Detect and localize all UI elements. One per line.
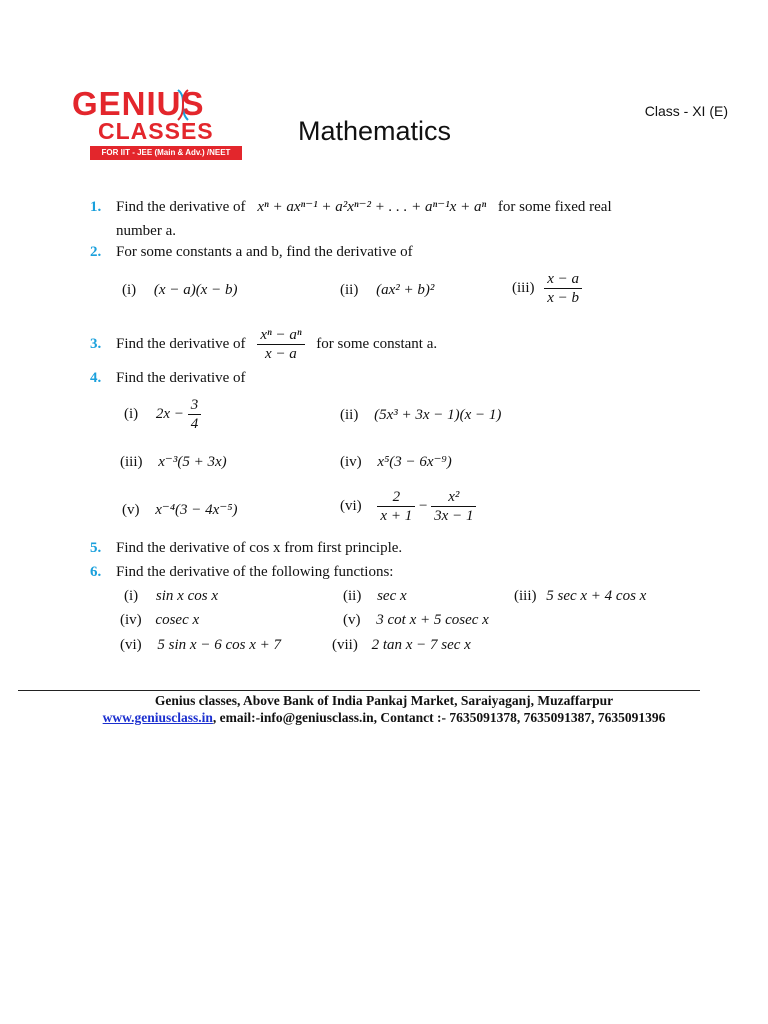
question-3 [90, 326, 437, 363]
option-4-iv [340, 452, 452, 471]
dna-icon [176, 88, 190, 122]
option-4-v [122, 500, 237, 519]
option-label: (iii) [512, 279, 535, 296]
option-label: (iii) [514, 588, 537, 604]
question-number: 3. [90, 335, 102, 352]
option-expression: x⁵(3 − 6x⁻⁹) [377, 454, 452, 470]
option-6-ii [343, 588, 407, 605]
fraction-numerator: x² [431, 488, 476, 507]
fraction-numerator: xⁿ − aⁿ [257, 326, 304, 345]
option-6-iv [120, 612, 199, 629]
question-text: Find the derivative of [116, 370, 246, 386]
option-label: (iv) [120, 612, 142, 628]
option-4-iii [120, 452, 227, 471]
footer-address: Genius classes, Above Bank of India Pankaj Market, Saraiyaganj, Muzaffarpur [154, 693, 614, 708]
question-text: Find the derivative of the following functions: [116, 564, 394, 580]
fraction-numerator: x − a [544, 270, 582, 289]
option-expression: cosec x [155, 612, 200, 628]
question-text: for some constant a. [316, 335, 438, 352]
option-label: (iii) [120, 454, 143, 470]
question-text: For some constants a and b, find the derivative of [116, 244, 413, 260]
option-label: (ii) [343, 588, 362, 604]
option-label: (v) [122, 502, 140, 518]
question-number: 4. [90, 370, 102, 386]
option-expression: 5 sin x − 6 cos x + 7 [157, 637, 281, 653]
option-expression: 2x − [155, 405, 184, 422]
option-expression: 2 tan x − 7 sec x [371, 637, 471, 653]
class-label: Class - XI (E) [644, 103, 728, 119]
option-label: (i) [124, 405, 139, 422]
option-expression: x⁻⁴(3 − 4x⁻⁵) [155, 502, 238, 518]
question-expression: xⁿ + axⁿ⁻¹ + a²xⁿ⁻² + . . . + aⁿ⁻¹x + aⁿ [257, 199, 487, 215]
option-expression: 5 sec x + 4 cos x [546, 588, 647, 604]
option-label: (i) [124, 588, 139, 604]
option-6-vii [332, 637, 471, 654]
question-5 [90, 537, 402, 559]
fraction-denominator: x − b [547, 290, 580, 306]
fraction-numerator: 2 [377, 488, 415, 507]
option-6-iii [514, 588, 646, 605]
question-1 [90, 196, 612, 218]
question-2 [90, 241, 413, 263]
fraction-denominator: x + 1 [380, 508, 413, 524]
option-expression: x⁻³(5 + 3x) [158, 454, 227, 470]
fraction-denominator: x − a [265, 346, 297, 362]
option-label: (vi) [120, 637, 142, 653]
question-number: 6. [90, 564, 102, 580]
option-4-i [124, 396, 201, 433]
question-number: 5. [90, 540, 102, 556]
option-expression: (5x³ + 3x − 1)(x − 1) [374, 407, 502, 423]
logo [72, 86, 244, 164]
question-text: Find the derivative of [116, 199, 246, 215]
option-expression: (x − a)(x − b) [153, 282, 238, 298]
fraction-denominator: 3x − 1 [434, 508, 474, 524]
question-number: 2. [90, 244, 102, 260]
website-link[interactable]: www.geniusclass.in [102, 710, 213, 725]
question-text: Find the derivative of cos x from first principle. [116, 540, 403, 556]
option-6-i [124, 588, 218, 605]
option-label: (ii) [340, 407, 359, 423]
footer-divider [18, 690, 700, 691]
option-6-v [343, 612, 489, 629]
option-expression: 3 cot x + 5 cosec x [376, 612, 489, 628]
option-label: (i) [122, 282, 137, 298]
option-expression: sin x cos x [155, 588, 218, 604]
question-4 [90, 367, 246, 389]
question-text: Find the derivative of [116, 335, 246, 352]
option-label: (vi) [340, 497, 362, 514]
question-number: 1. [90, 199, 102, 215]
page-title: Mathematics [298, 116, 452, 146]
question-6 [90, 561, 393, 583]
footer-contact [0, 710, 768, 726]
question-1-cont: number a. [116, 223, 176, 239]
option-4-ii [340, 407, 501, 424]
fraction-denominator: 4 [190, 416, 199, 432]
contact-text: , email:-info@geniusclass.in, Contanct :- 7635091378, 7635091387, 7635091396 [212, 710, 666, 725]
option-6-vi [120, 637, 281, 654]
option-label: (vii) [332, 637, 358, 653]
option-label: (ii) [340, 282, 359, 298]
option-2-i [122, 282, 237, 299]
logo-text-bottom: CLASSES [98, 118, 214, 144]
option-2-iii [512, 270, 582, 307]
logo-text-top: GENIUS [72, 85, 205, 122]
logo-tagline: FOR IIT - JEE (Main & Adv.) /NEET [90, 146, 242, 160]
option-expression: sec x [377, 588, 407, 604]
option-label: (v) [343, 612, 361, 628]
option-2-ii [340, 282, 434, 299]
option-label: (iv) [340, 454, 362, 470]
option-4-vi [340, 488, 476, 525]
minus-sign: − [418, 497, 428, 514]
fraction-numerator: 3 [188, 396, 202, 415]
question-text: for some fixed real [497, 199, 612, 215]
option-expression: (ax² + b)² [376, 282, 435, 298]
